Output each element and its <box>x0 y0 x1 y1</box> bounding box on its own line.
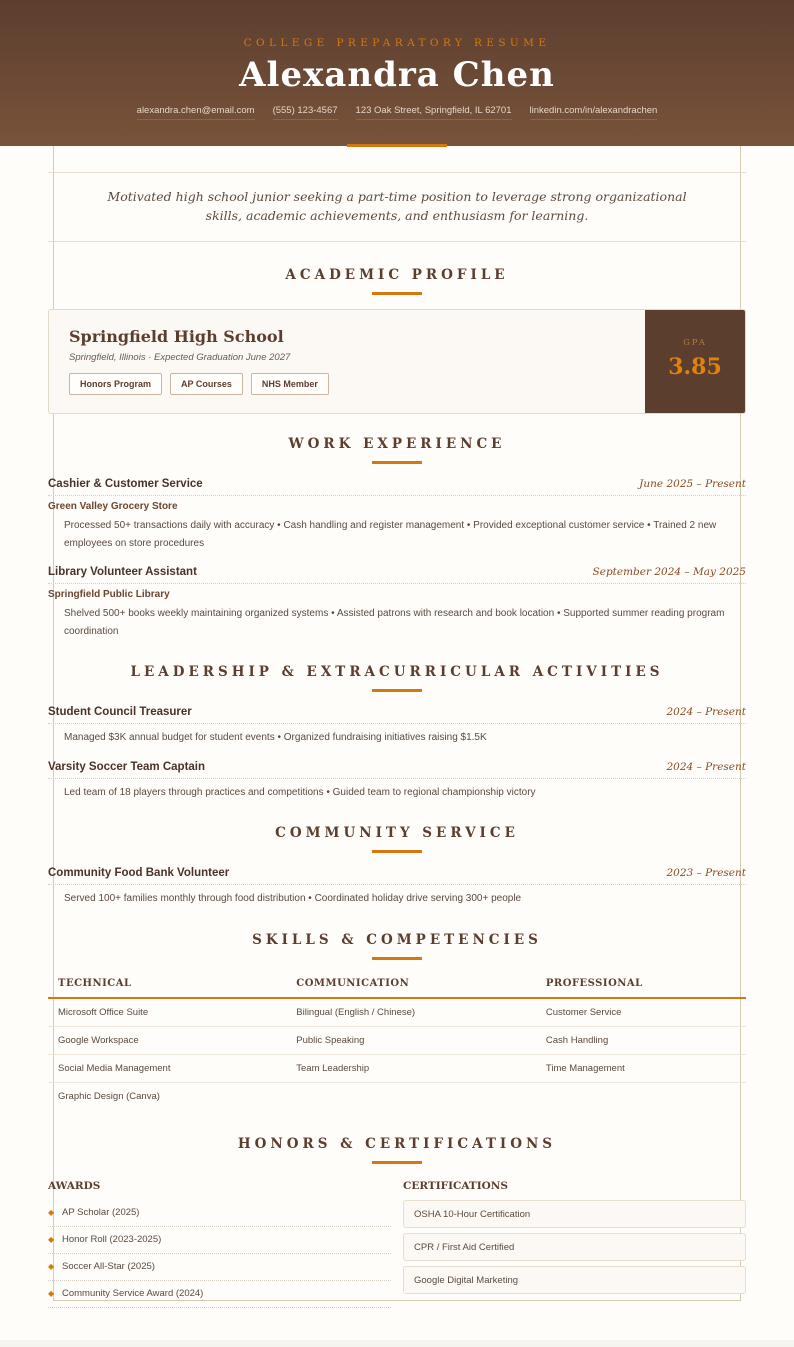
certification-card: OSHA 10-Hour Certification <box>403 1200 746 1228</box>
certification-card: CPR / First Aid Certified <box>403 1233 746 1261</box>
certifications-column <box>403 1180 746 1308</box>
skill-cell: Google Workspace <box>48 1026 286 1054</box>
leadership-entry <box>48 761 746 802</box>
entry-desc: Served 100+ families monthly through food distribution • Coordinated holiday drive serving 300+ people <box>64 893 522 904</box>
school-card <box>48 309 746 414</box>
awards-title: AWARDS <box>48 1179 101 1192</box>
entry-role: Community Food Bank Volunteer <box>48 867 230 879</box>
diamond-bullet-icon: ◆ <box>48 1208 55 1217</box>
summary-statement: Motivated high school junior seeking a part-time position to leverage strong organizational skills, academic achievements, and enthusiasm for learning. <box>48 172 746 242</box>
school-meta: Springfield, Illinois · Expected Graduation June 2027 <box>69 352 291 363</box>
entry-head <box>48 867 746 885</box>
award-label: AP Scholar (2025) <box>62 1207 140 1218</box>
certification-card: Google Digital Marketing <box>403 1266 746 1294</box>
diamond-bullet-icon: ◆ <box>48 1235 55 1244</box>
table-row <box>48 1026 746 1054</box>
entry-head <box>48 706 746 724</box>
entry-date: June 2025 – Present <box>639 478 746 490</box>
contact-address: 123 Oak Street, Springfield, IL 62701 <box>356 105 512 120</box>
skill-cell: Customer Service <box>536 998 746 1027</box>
skill-cell: Cash Handling <box>536 1026 746 1054</box>
skill-cell: Microsoft Office Suite <box>48 998 286 1027</box>
school-info <box>49 310 645 413</box>
skills-header-professional: PROFESSIONAL <box>536 978 746 998</box>
candidate-name: Alexandra Chen <box>239 55 555 95</box>
skill-cell: Social Media Management <box>48 1054 286 1082</box>
entry-role: Library Volunteer Assistant <box>48 566 197 578</box>
awards-column <box>48 1180 391 1308</box>
award-label: Community Service Award (2024) <box>62 1288 204 1299</box>
skill-cell: Team Leadership <box>286 1054 536 1082</box>
contact-email[interactable]: alexandra.chen@email.com <box>137 105 255 120</box>
entry-date: 2023 – Present <box>666 867 746 879</box>
tag-honors: Honors Program <box>69 373 162 395</box>
section-rule <box>372 689 422 692</box>
section-title-honors: HONORS & CERTIFICATIONS <box>237 1135 557 1152</box>
section-rule <box>372 957 422 960</box>
list-item <box>48 1254 391 1281</box>
page-footer-strip <box>0 1340 794 1347</box>
work-entry <box>48 566 746 640</box>
entry-desc: Shelved 500+ books weekly maintaining organized systems • Assisted patrons with research and book location • Supported summer reading program coordination <box>64 608 725 637</box>
community-entry <box>48 867 746 908</box>
skill-cell: Graphic Design (Canva) <box>58 1090 160 1102</box>
school-tags <box>69 373 625 395</box>
skill-cell <box>286 1082 536 1110</box>
work-entry <box>48 478 746 552</box>
honors-grid <box>48 1180 746 1308</box>
skill-cell: Time Management <box>536 1054 746 1082</box>
skills-table <box>48 978 746 1110</box>
resume-eyebrow: COLLEGE PREPARATORY RESUME <box>243 37 551 49</box>
contact-linkedin[interactable]: linkedin.com/in/alexandrachen <box>530 105 658 120</box>
entry-head <box>48 478 746 496</box>
section-title-work: WORK EXPERIENCE <box>288 436 506 452</box>
entry-desc: Processed 50+ transactions daily with accuracy • Cash handling and register management • Provided exceptional customer service • Trained 2 new employees on store procedures <box>64 520 717 549</box>
list-item <box>48 1281 391 1308</box>
gpa-box <box>645 310 745 413</box>
gpa-value: 3.85 <box>668 354 722 380</box>
skill-cell: Bilingual (English / Chinese) <box>286 998 536 1027</box>
table-row <box>48 1054 746 1082</box>
tag-ap: AP Courses <box>170 373 243 395</box>
gpa-label: GPA <box>683 338 707 348</box>
entry-date: September 2024 – May 2025 <box>592 566 746 578</box>
skill-cell: Public Speaking <box>286 1026 536 1054</box>
diamond-bullet-icon: ◆ <box>48 1289 55 1298</box>
entry-desc: Led team of 18 players through practices and competitions • Guided team to regional championship victory <box>64 786 536 798</box>
entry-org: Springfield Public Library <box>48 589 170 600</box>
section-rule <box>372 850 422 853</box>
contact-phone[interactable]: (555) 123-4567 <box>273 105 338 120</box>
entry-role: Student Council Treasurer <box>48 706 192 718</box>
section-rule <box>372 1161 422 1164</box>
skills-header-communication: COMMUNICATION <box>286 978 536 998</box>
certifications-title: CERTIFICATIONS <box>403 1179 508 1192</box>
section-title-community: COMMUNITY SERVICE <box>275 825 519 841</box>
section-title-skills: SKILLS & COMPETENCIES <box>252 931 542 948</box>
resume-header <box>0 0 794 146</box>
leadership-entry <box>48 706 746 747</box>
school-name: Springfield High School <box>69 327 284 346</box>
entry-head <box>48 761 746 779</box>
entry-date: 2024 – Present <box>666 760 746 773</box>
skills-header-technical: TECHNICAL <box>48 978 286 998</box>
section-rule <box>372 292 422 295</box>
entry-role: Varsity Soccer Team Captain <box>48 760 206 773</box>
contact-list <box>0 105 794 120</box>
section-title-academic: ACADEMIC PROFILE <box>285 267 509 283</box>
diamond-bullet-icon: ◆ <box>48 1262 55 1271</box>
entry-date: 2024 – Present <box>666 706 746 718</box>
list-item <box>48 1200 391 1227</box>
list-item <box>48 1227 391 1254</box>
resume-body <box>48 146 746 1308</box>
entry-role: Cashier & Customer Service <box>48 478 203 490</box>
section-rule <box>372 461 422 464</box>
table-row <box>48 1082 746 1110</box>
entry-desc: Managed $3K annual budget for student events • Organized fundraising initiatives raising $1.5K <box>64 732 487 743</box>
section-title-leadership: LEADERSHIP & EXTRACURRICULAR ACTIVITIES <box>130 664 664 680</box>
entry-head <box>48 566 746 584</box>
entry-org: Green Valley Grocery Store <box>48 501 178 512</box>
skill-cell <box>536 1082 746 1110</box>
award-label: Honor Roll (2023-2025) <box>62 1234 162 1245</box>
tag-nhs: NHS Member <box>251 373 329 395</box>
award-label: Soccer All-Star (2025) <box>62 1261 155 1272</box>
table-row <box>48 998 746 1027</box>
